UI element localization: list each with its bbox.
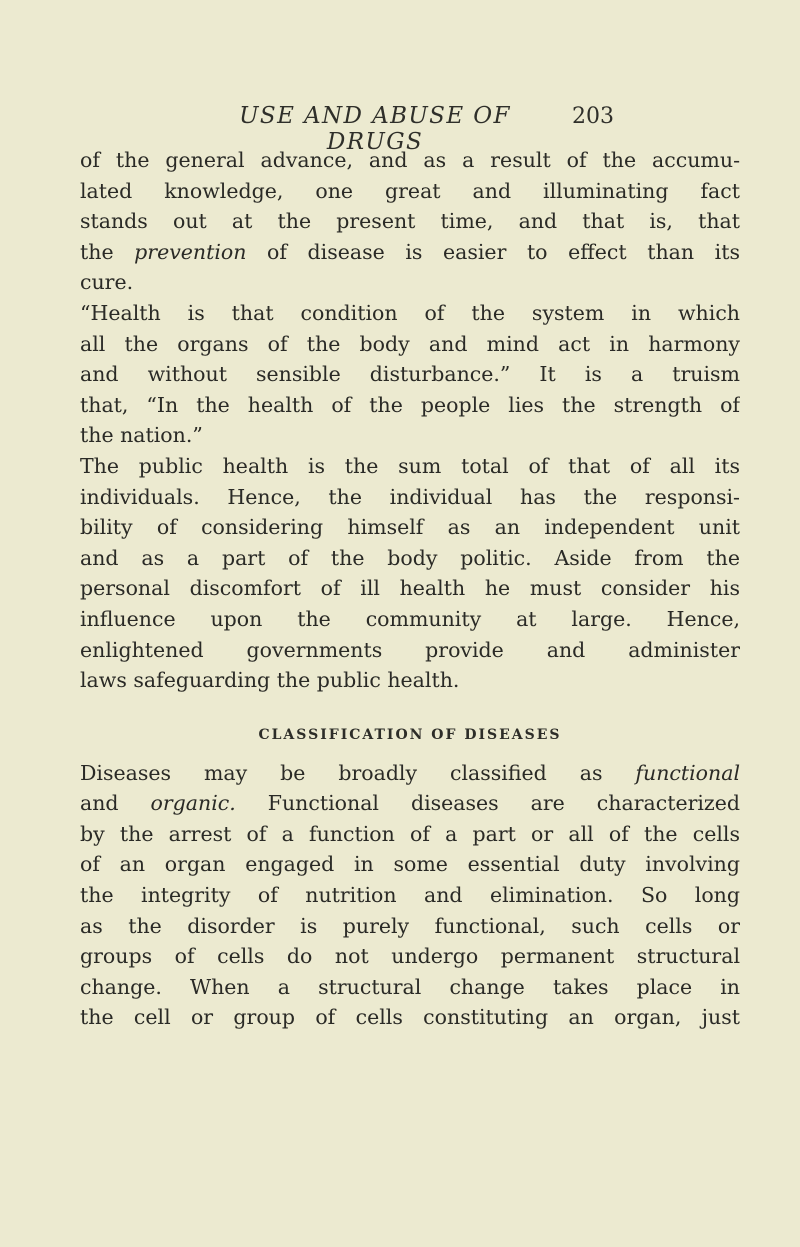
text-line: lated knowledge, one great and illuminating fact bbox=[80, 178, 740, 203]
text-run: Functional diseases are characterized bbox=[235, 791, 740, 816]
text-line: and as a part of the body politic. Aside from the bbox=[80, 545, 740, 570]
text-line: and without sensible disturbance.” It is a truism bbox=[80, 362, 740, 387]
text-line: laws safeguarding the public health. bbox=[80, 668, 460, 693]
text-run: Diseases may be broadly classified as bbox=[80, 760, 636, 785]
section-heading: CLASSIFICATION OF DISEASES bbox=[258, 726, 562, 743]
text-run: of disease is easier to effect than its bbox=[246, 239, 740, 264]
text-line: by the arrest of a function of a part or all of the cells bbox=[80, 821, 740, 846]
running-title: USE AND ABUSE OF DRUGS bbox=[239, 103, 511, 155]
text-line: the nation.” bbox=[80, 423, 203, 448]
text-line: cure. bbox=[80, 270, 134, 295]
text-line: of the general advance, and as a result of the accumu- bbox=[80, 148, 740, 172]
text-line: individuals. Hence, the individual has the responsi- bbox=[80, 484, 740, 509]
page-header bbox=[0, 103, 800, 155]
text-line bbox=[80, 237, 740, 268]
text-line: groups of cells do not undergo permanent structural bbox=[80, 944, 740, 969]
text-line: The public health is the sum total of that of all its bbox=[80, 453, 740, 478]
text-line: of an organ engaged in some essential duty involving bbox=[80, 852, 740, 877]
text-run: and bbox=[80, 791, 151, 816]
text-line: that, “In the health of the people lies the strength of bbox=[80, 392, 740, 417]
text-line: bility of considering himself as an independent unit bbox=[80, 515, 740, 540]
text-run: the bbox=[80, 239, 135, 264]
text-line: stands out at the present time, and that is, that bbox=[80, 209, 740, 234]
emphasis-organic: organic. bbox=[150, 791, 236, 816]
paragraph-2 bbox=[80, 298, 740, 451]
paragraph-3 bbox=[80, 451, 740, 696]
text-line: enlightened governments provide and administer bbox=[80, 637, 740, 662]
text-line bbox=[80, 758, 740, 789]
text-line: influence upon the community at large. Hence, bbox=[80, 606, 740, 631]
emphasis-prevention: prevention bbox=[134, 239, 247, 264]
emphasis-functional: functional bbox=[635, 760, 740, 785]
text-line: “Health is that condition of the system in which bbox=[80, 300, 740, 325]
text-line: as the disorder is purely functional, such cells or bbox=[80, 913, 740, 938]
text-line bbox=[80, 788, 740, 819]
page-number: 203 bbox=[572, 104, 614, 129]
text-line: change. When a structural change takes place in bbox=[80, 974, 740, 999]
text-line: the cell or group of cells constituting an organ, just bbox=[80, 1005, 740, 1030]
text-line: all the organs of the body and mind act in harmony bbox=[80, 331, 740, 356]
paragraph-1 bbox=[80, 145, 740, 298]
page-body bbox=[80, 145, 740, 1033]
text-line: the integrity of nutrition and elimination. So long bbox=[80, 883, 740, 908]
paragraph-4 bbox=[80, 758, 740, 1033]
text-line: personal discomfort of ill health he must consider his bbox=[80, 576, 740, 601]
